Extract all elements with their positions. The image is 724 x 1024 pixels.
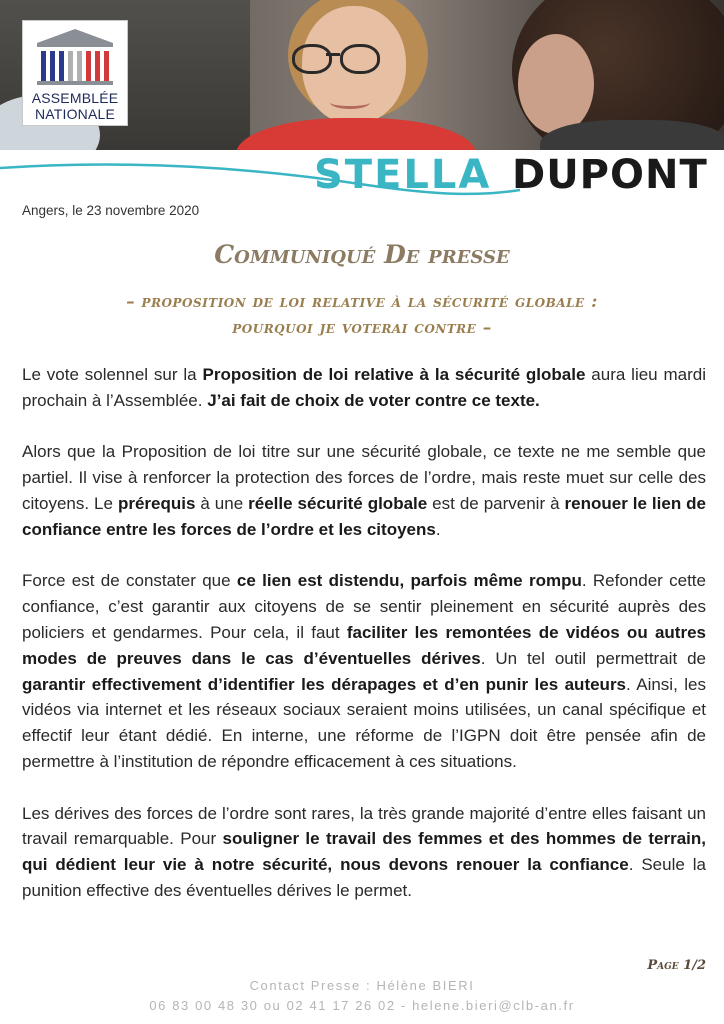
logo-text-line1: ASSEMBLÉE	[31, 90, 119, 106]
header-last-name: DUPONT	[512, 152, 708, 198]
body-text: aura lieu mardi prochain à l’Assemblée.	[22, 365, 706, 410]
bold-text: garantir effectivement d’identifier les dérapages et d’en punir les auteurs	[22, 674, 627, 694]
bold-text: ce lien est distendu, parfois même rompu	[236, 571, 582, 591]
document-body	[22, 362, 706, 930]
document-date: Angers, le 23 novembre 2020	[22, 203, 200, 218]
body-text: . Ainsi, les vidéos via internet et les réseaux sociaux seraient moins utilisées, un canal spécifique et effectif leur étant dédié. En interne, une réforme de l’IGPN doit être pensée afin de permettre à l’institution de répondre efficacement à ces situations.	[22, 674, 706, 771]
body-text: Force est de constater que	[22, 571, 237, 591]
bold-text: faciliter les remontées de vidéos ou autres modes de preuves dans le cas d’éventuelles dérives	[22, 622, 706, 668]
bold-text: renouer le lien de confiance entre les forces de l’ordre et les citoyens	[22, 493, 707, 539]
page-number: Page 1/2	[647, 958, 706, 973]
header-first-name: STELLA	[314, 152, 492, 198]
body-paragraph	[22, 568, 706, 774]
logo-text-line2: NATIONALE	[34, 106, 116, 122]
body-paragraph	[22, 362, 706, 414]
body-text: est de parvenir à	[427, 493, 565, 513]
hemicycle-icon	[27, 25, 123, 89]
document-title: Communiqué De presse	[214, 240, 510, 269]
document-subtitle-line1: – proposition de loi relative à la sécurité globale :	[126, 292, 598, 312]
body-text: . Refonder cette confiance, c’est garantir aux citoyens de se sentir pleinement en sécurité auprès des policiers et gendarmes. Pour cela, il faut	[22, 571, 706, 642]
bold-text: Proposition de loi relative à la sécurité globale	[202, 365, 586, 384]
contact-line2: 06 83 00 48 30 ou 02 41 17 26 02 - helene.bieri@clb-an.fr	[149, 998, 575, 1013]
body-text: .	[435, 519, 441, 539]
assemblee-nationale-logo	[22, 20, 128, 126]
body-text: Les dérives des forces de l’ordre sont rares, la très grande majorité d’entre elles faisant un travail remarquable. Pour	[22, 803, 706, 849]
document-subtitle-line2: pourquoi je voterai contre –	[232, 318, 492, 338]
body-text: . Seule la punition effective des éventuelles dérives le permet.	[22, 855, 706, 900]
body-paragraph	[22, 439, 706, 542]
contact-line1: Contact Presse : Hélène BIERI	[249, 978, 475, 993]
body-text: Le vote solennel sur la	[22, 365, 203, 384]
body-text: Alors que la Proposition de loi titre sur une sécurité globale, ce texte ne me semble que partiel. Il vise à renforcer la protection des forces de l’ordre, mais reste muet sur celle des citoyens. Le	[22, 442, 706, 513]
bold-text: prérequis	[117, 493, 196, 513]
body-text: à une	[195, 493, 249, 513]
bold-text: réelle sécurité globale	[248, 493, 428, 513]
body-paragraph	[22, 801, 706, 904]
bold-text: J’ai fait de choix de voter contre ce texte.	[207, 390, 540, 410]
body-text: . Un tel outil permettrait de	[480, 648, 706, 668]
bold-text: souligner le travail des femmes et des hommes de terrain, qui dédient leur vie à notre sécurité, nous devons renouer la confiance	[22, 829, 707, 875]
